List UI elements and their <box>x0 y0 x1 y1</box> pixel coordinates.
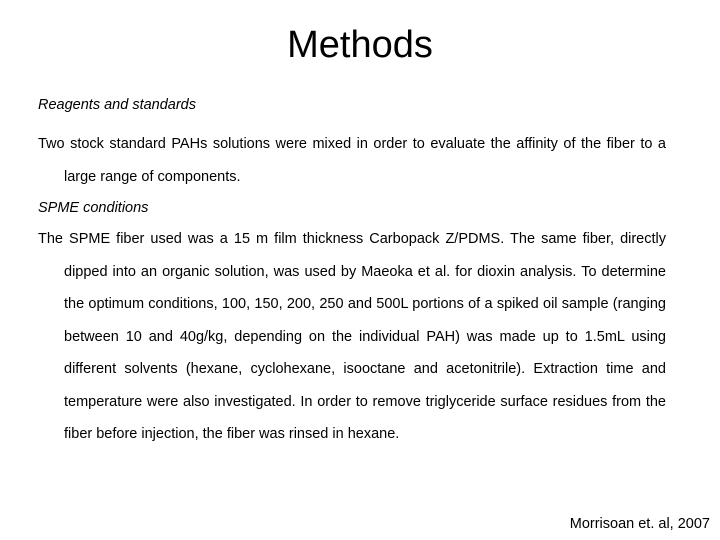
citation: Morrisoan et. al, 2007 <box>569 516 710 532</box>
slide-content <box>38 94 666 451</box>
section-body-reagents: Two stock standard PAHs solutions were mixed in order to evaluate the affinity of the fiber to a large range of components. <box>38 136 666 185</box>
section-body-spme: The SPME fiber used was a 15 m film thickness Carbopack Z/PDMS. The same fiber, directly dipped into an organic solution, was used by Maeoka et al. for dioxin analysis. To determine the optimum conditions, 100, 150, 200, 250 and 500L portions of a spiked oil sample (ranging between 10 and 40g/kg, depending on the individual PAH) was made up to 1.5mL using different solvents (hexane, cyclohexane, isooctane and acetonitrile). Extraction time and temperature were also investigated. In order to remove triglyceride surface residues from the fiber before injection, the fiber was rinsed in hexane. <box>38 231 666 442</box>
section-heading-reagents: Reagents and standards <box>38 97 196 113</box>
slide-title: Methods <box>287 24 433 66</box>
section-heading-spme: SPME conditions <box>38 200 149 216</box>
